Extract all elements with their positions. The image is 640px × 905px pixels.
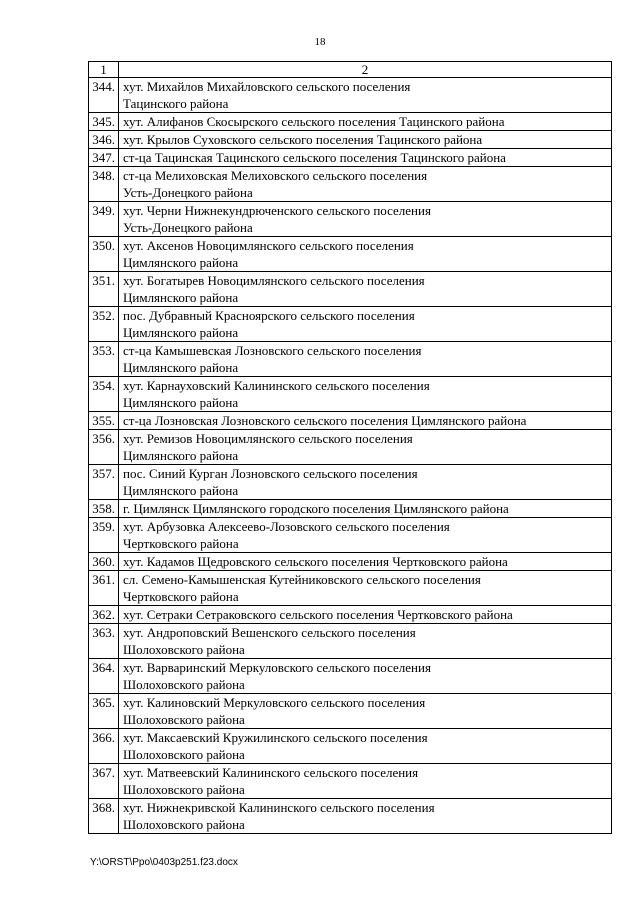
page-number: 18 — [314, 36, 326, 48]
settlement-name: хут. Крылов Суховского сельского поселения Тацинского района — [123, 132, 483, 147]
settlement-name-cell — [119, 237, 612, 272]
settlement-district: Цимлянского района — [123, 448, 239, 463]
settlement-name: хут. Андроповский Вешенского сельского поселения — [123, 625, 416, 640]
table-row — [89, 764, 612, 799]
settlement-name: пос. Синий Курган Лозновского сельского поселения — [123, 466, 418, 481]
row-number: 364. — [89, 659, 119, 694]
settlement-district: Шолоховского района — [123, 712, 245, 727]
settlement-name-cell — [119, 465, 612, 500]
row-number: 362. — [89, 606, 119, 624]
settlement-name: хут. Кадамов Щедровского сельского поселения Чертковского района — [123, 554, 508, 569]
settlement-district: Шолоховского района — [123, 782, 245, 797]
settlements-table — [88, 61, 612, 834]
row-number: 352. — [89, 307, 119, 342]
column-header-number: 1 — [89, 62, 119, 78]
settlement-district: Чертковского района — [123, 589, 239, 604]
settlement-name: хут. Калиновский Меркуловского сельского поселения — [123, 695, 426, 710]
settlement-name-cell — [119, 167, 612, 202]
row-number: 349. — [89, 202, 119, 237]
row-number: 358. — [89, 500, 119, 518]
settlement-district: Цимлянского района — [123, 395, 239, 410]
settlement-name: хут. Михайлов Михайловского сельского поселения — [123, 79, 411, 94]
settlement-district: Усть-Донецкого района — [123, 220, 253, 235]
settlement-district: Шолоховского района — [123, 817, 245, 832]
settlement-name-cell — [119, 342, 612, 377]
settlement-district: Чертковского района — [123, 536, 239, 551]
row-number: 347. — [89, 149, 119, 167]
table-row — [89, 202, 612, 237]
table-row — [89, 606, 612, 624]
settlement-name-cell — [119, 553, 612, 571]
settlement-name-cell — [119, 272, 612, 307]
table-row — [89, 131, 612, 149]
row-number: 363. — [89, 624, 119, 659]
settlement-district: Шолоховского района — [123, 642, 245, 657]
table-row — [89, 272, 612, 307]
row-number: 354. — [89, 377, 119, 412]
settlement-district: Цимлянского района — [123, 360, 239, 375]
settlement-name-cell — [119, 571, 612, 606]
table-row — [89, 571, 612, 606]
settlement-name: ст-ца Мелиховская Мелиховского сельского поселения — [123, 168, 428, 183]
table-row — [89, 113, 612, 131]
row-number: 344. — [89, 78, 119, 113]
row-number: 366. — [89, 729, 119, 764]
settlement-name-cell — [119, 78, 612, 113]
column-header-name: 2 — [119, 62, 612, 78]
settlement-name-cell — [119, 624, 612, 659]
settlement-name: хут. Матвеевский Калининского сельского поселения — [123, 765, 419, 780]
table-row — [89, 553, 612, 571]
settlement-name-cell — [119, 764, 612, 799]
settlement-district: Цимлянского района — [123, 255, 239, 270]
settlement-name: ст-ца Тацинская Тацинского сельского поселения Тацинского района — [123, 150, 506, 165]
document-path-footer: Y:\ORST\Ppo\0403p251.f23.docx — [90, 857, 238, 868]
settlement-name: пос. Дубравный Красноярского сельского поселения — [123, 308, 415, 323]
table-header-row — [89, 62, 612, 78]
settlement-name-cell — [119, 307, 612, 342]
row-number: 356. — [89, 430, 119, 465]
settlement-district: Тацинского района — [123, 96, 229, 111]
row-number: 357. — [89, 465, 119, 500]
settlement-district: Цимлянского района — [123, 325, 239, 340]
settlement-name: хут. Сетраки Сетраковского сельского поселения Чертковского района — [123, 607, 513, 622]
settlement-name-cell — [119, 518, 612, 553]
settlement-name-cell — [119, 131, 612, 149]
settlement-name: хут. Варваринский Меркуловского сельского поселения — [123, 660, 431, 675]
table-row — [89, 377, 612, 412]
row-number: 360. — [89, 553, 119, 571]
settlement-name: хут. Аксенов Новоцимлянского сельского поселения — [123, 238, 414, 253]
settlement-name-cell — [119, 659, 612, 694]
table-row — [89, 149, 612, 167]
table-row — [89, 167, 612, 202]
row-number: 345. — [89, 113, 119, 131]
row-number: 368. — [89, 799, 119, 834]
settlement-name: хут. Богатырев Новоцимлянского сельского поселения — [123, 273, 425, 288]
settlement-name: хут. Алифанов Скосырского сельского поселения Тацинского района — [123, 114, 505, 129]
settlement-name: хут. Максаевский Кружилинского сельского поселения — [123, 730, 428, 745]
settlement-name-cell — [119, 694, 612, 729]
settlement-name-cell — [119, 202, 612, 237]
table-row — [89, 412, 612, 430]
settlement-name: г. Цимлянск Цимлянского городского поселения Цимлянского района — [123, 501, 509, 516]
settlement-name-cell — [119, 113, 612, 131]
table-row — [89, 237, 612, 272]
row-number: 350. — [89, 237, 119, 272]
settlement-district: Шолоховского района — [123, 747, 245, 762]
row-number: 346. — [89, 131, 119, 149]
table-row — [89, 342, 612, 377]
settlement-name-cell — [119, 149, 612, 167]
settlement-name: хут. Черни Нижнекундрюченского сельского поселения — [123, 203, 431, 218]
settlement-name: ст-ца Лозновская Лозновского сельского поселения Цимлянского района — [123, 413, 527, 428]
settlement-name: хут. Ремизов Новоцимлянского сельского поселения — [123, 431, 413, 446]
settlement-name-cell — [119, 430, 612, 465]
settlement-district: Цимлянского района — [123, 290, 239, 305]
settlement-district: Шолоховского района — [123, 677, 245, 692]
table-row — [89, 624, 612, 659]
settlement-district: Цимлянского района — [123, 483, 239, 498]
settlement-name: хут. Карнауховский Калининского сельского поселения — [123, 378, 430, 393]
table-row — [89, 465, 612, 500]
table-row — [89, 659, 612, 694]
row-number: 348. — [89, 167, 119, 202]
table-row — [89, 500, 612, 518]
settlement-name-cell — [119, 729, 612, 764]
settlement-name: ст-ца Камышевская Лозновского сельского поселения — [123, 343, 422, 358]
settlement-district: Усть-Донецкого района — [123, 185, 253, 200]
row-number: 365. — [89, 694, 119, 729]
row-number: 367. — [89, 764, 119, 799]
row-number: 355. — [89, 412, 119, 430]
settlement-name: хут. Нижнекривской Калининского сельского поселения — [123, 800, 435, 815]
table-row — [89, 694, 612, 729]
table-row — [89, 430, 612, 465]
row-number: 353. — [89, 342, 119, 377]
settlement-name: сл. Семено-Камышенская Кутейниковского сельского поселения — [123, 572, 481, 587]
settlement-name-cell — [119, 799, 612, 834]
table-row — [89, 799, 612, 834]
row-number: 359. — [89, 518, 119, 553]
table-row — [89, 78, 612, 113]
settlement-name-cell — [119, 412, 612, 430]
settlement-name-cell — [119, 377, 612, 412]
settlement-name-cell — [119, 500, 612, 518]
table-row — [89, 307, 612, 342]
table-row — [89, 518, 612, 553]
settlement-name-cell — [119, 606, 612, 624]
row-number: 361. — [89, 571, 119, 606]
table-row — [89, 729, 612, 764]
row-number: 351. — [89, 272, 119, 307]
settlement-name: хут. Арбузовка Алексеево-Лозовского сельского поселения — [123, 519, 450, 534]
